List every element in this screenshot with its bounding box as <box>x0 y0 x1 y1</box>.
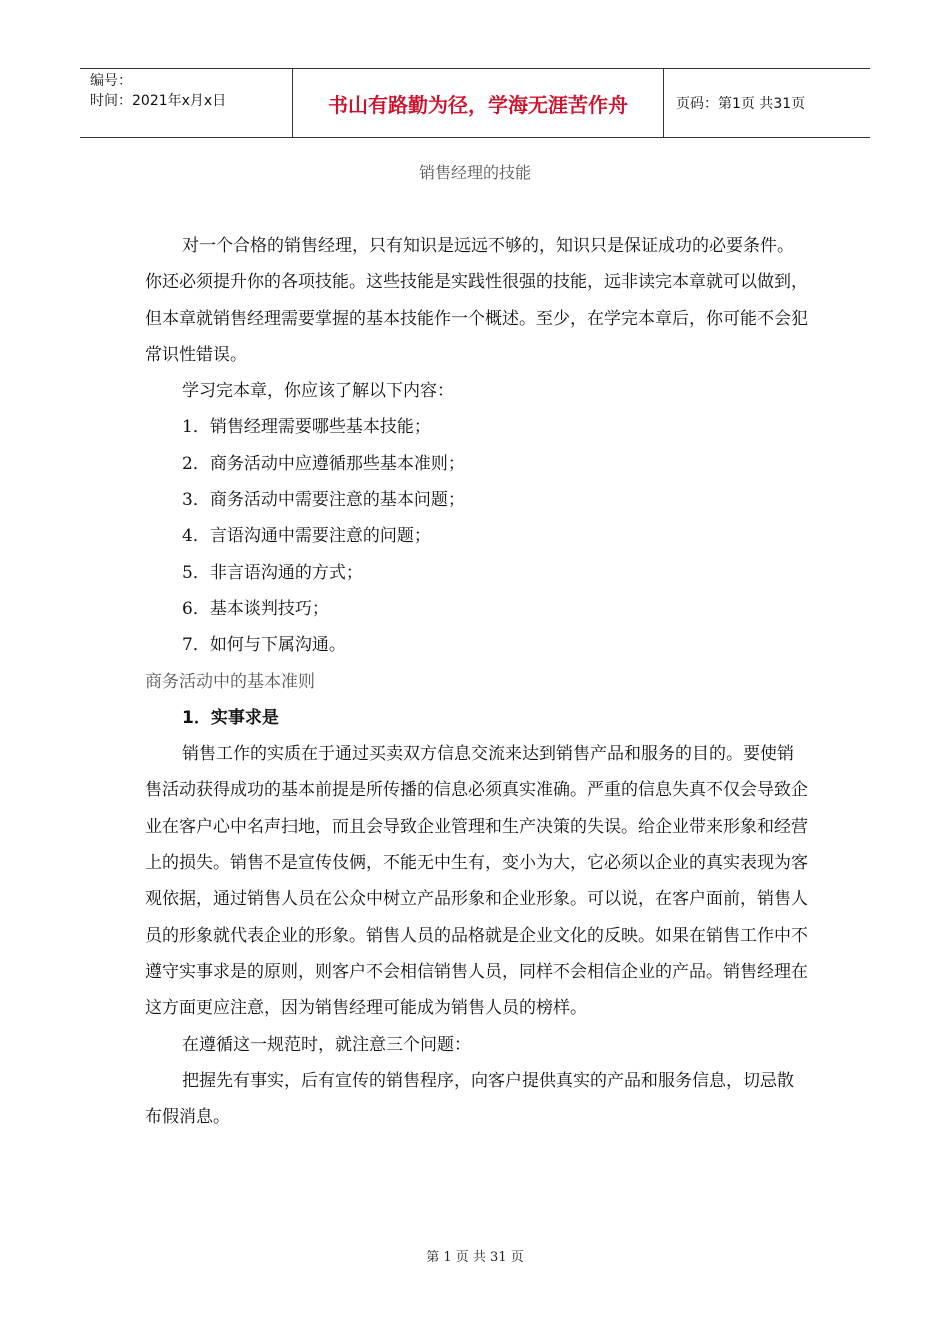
sub-heading: 1．实事求是 <box>182 707 279 728</box>
section-heading: 商务活动中的基本准则 <box>145 671 315 692</box>
body-paragraph: 把握先有事实，后有宣传的销售程序，向客户提供真实的产品和服务信息，切忌散布假消息。 <box>145 1070 794 1128</box>
list-item: 3．商务活动中需要注意的基本问题； <box>182 490 465 511</box>
number-label: 编号： <box>90 73 132 89</box>
page-info: 页码：第1页 共31页 <box>676 96 806 112</box>
list-item: 5．非言语沟通的方式； <box>182 562 363 583</box>
list-item: 7．如何与下属沟通。 <box>182 635 346 656</box>
header-left-cell <box>80 69 293 137</box>
document-title: 销售经理的技能 <box>418 163 531 182</box>
intro-paragraph: 对一个合格的销售经理，只有知识是远远不够的，知识只是保证成功的必要条件。你还必须提升你的各项技能。这些技能是实践性很强的技能，远非读完本章就可以做到，但本章就销售经理需要掌握的基本技能作一个概述。至少，在学完本章后，你可能不会犯常识性错误。 <box>145 236 808 365</box>
body-paragraph: 销售工作的实质在于通过买卖双方信息交流来达到销售产品和服务的目的。要使销售活动获得成功的基本前提是所传播的信息必须真实准确。严重的信息失真不仅会导致企业在客户心中名声扫地，而且会导致企业管理和生产决策的失误。给企业带来形象和经营上的损失。销售不是宣传伎俩，不能无中生有，变小为大，它必须以企业的真实表现为客观依据，通过销售人员在公众中树立产品形象和企业形象。可以说，在客户面前，销售人员的形象就代表企业的形象。销售人员的品格就是企业文化的反映。如果在销售工作中不遵守实事求是的原则，则客户不会相信销售人员，同样不会相信企业的产品。销售经理在这方面更应注意，因为销售经理可能成为销售人员的榜样。 <box>145 744 808 1019</box>
list-item: 1．销售经理需要哪些基本技能； <box>182 417 431 438</box>
list-item: 6．基本谈判技巧； <box>182 598 329 619</box>
document-body <box>145 228 810 1135</box>
motto: 书山有路勤为径，学海无涯苦作舟 <box>293 69 664 137</box>
header-table <box>80 68 870 138</box>
list-item: 4．言语沟通中需要注意的问题； <box>182 526 431 547</box>
page-footer: 第 1 页 共 31 页 <box>426 1250 524 1265</box>
list-intro: 学习完本章，你应该了解以下内容： <box>182 381 454 402</box>
list-item: 2．商务活动中应遵循那些基本准则； <box>182 453 465 474</box>
date-label: 时间：2021年x月x日 <box>90 93 227 109</box>
body-paragraph: 在遵循这一规范时，就注意三个问题： <box>182 1034 471 1055</box>
